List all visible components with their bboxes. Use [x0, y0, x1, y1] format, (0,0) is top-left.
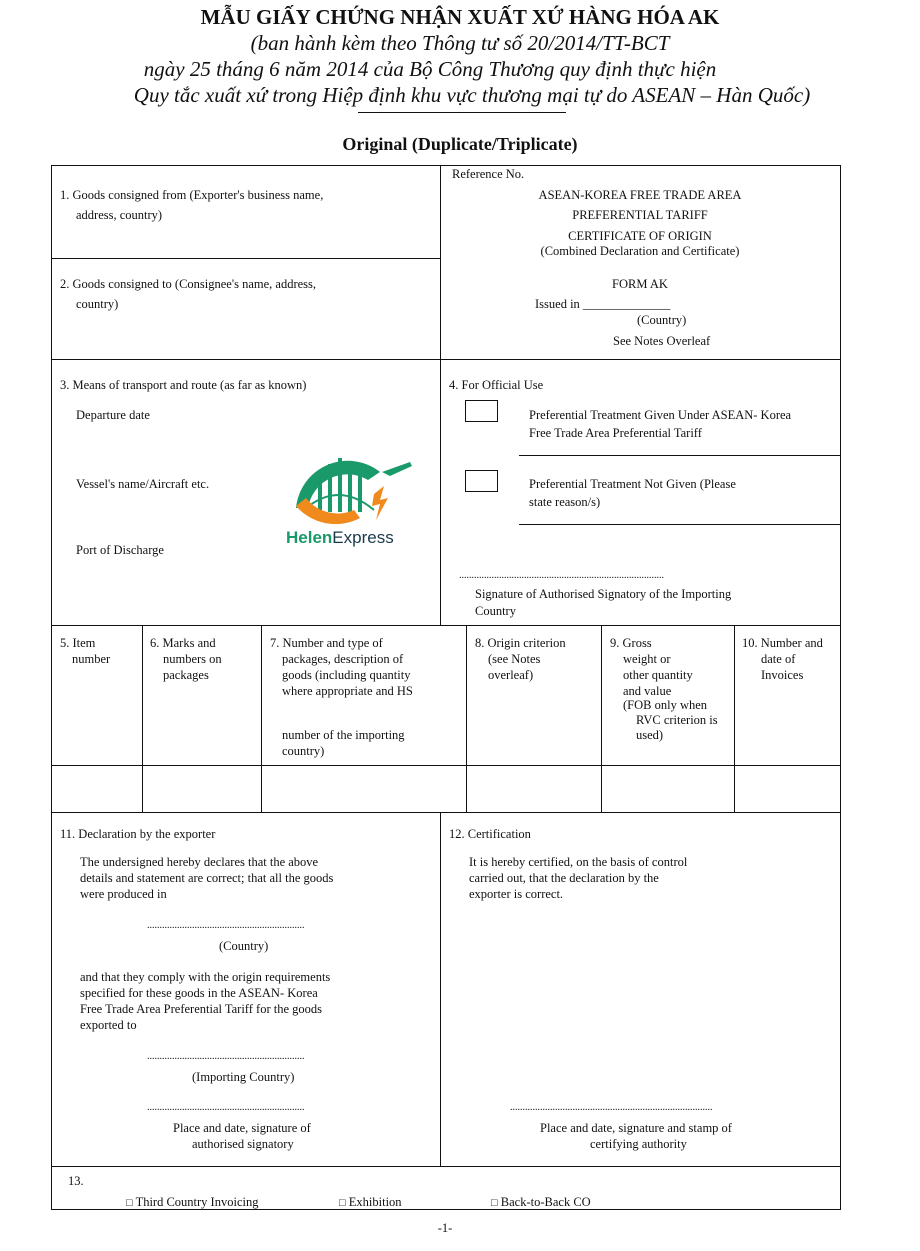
treatment-not-given-line-2: state reason/s): [529, 495, 601, 509]
certification-line-2: carried out, that the declaration by the: [469, 871, 659, 885]
col-divider-9-10: [734, 625, 735, 812]
col8-header-3: overleaf): [488, 668, 534, 682]
importing-signature-caption-1: Signature of Authorised Signatory of the Importing: [475, 587, 732, 601]
divider-row1: [51, 359, 841, 360]
ref-line-2: PREFERENTIAL TARIFF: [572, 208, 708, 222]
box1-label: 1. Goods consigned from (Exporter's business name,: [60, 188, 324, 202]
checkbox-square-icon: □: [491, 1197, 498, 1209]
treatment-not-given-line-1: Preferential Treatment Not Given (Please: [529, 477, 736, 491]
page-number: -1-: [437, 1221, 453, 1235]
authority-signature-caption-2: certifying authority: [590, 1137, 687, 1151]
treatment-given-line-2: Free Trade Area Preferential Tariff: [529, 426, 702, 440]
exporter-signature-caption-2: authorised signatory: [192, 1137, 294, 1151]
authority-signature-caption-1: Place and date, signature and stamp of: [540, 1121, 732, 1135]
col7-header-6: number of the importing: [282, 728, 405, 742]
col-divider-5-6: [142, 625, 143, 812]
declaration-p2-line-3: Free Trade Area Preferential Tariff for the goods: [80, 1002, 322, 1016]
divider-columns-header: [51, 765, 841, 766]
box13-label: 13.: [68, 1174, 84, 1188]
col5-header-2: number: [72, 652, 111, 666]
declaration-p2-line-2: specified for these goods in the ASEAN- Korea: [80, 986, 318, 1000]
box4-label: 4. For Official Use: [449, 378, 544, 392]
helen-express-logo-mark: [290, 450, 415, 525]
vessel-name-label: Vessel's name/Aircraft etc.: [76, 477, 210, 491]
box2-label: 2. Goods consigned to (Consignee's name, address,: [60, 277, 317, 291]
importing-signature-caption-2: Country: [475, 604, 516, 618]
exporter-signature-caption-1: Place and date, signature of: [173, 1121, 311, 1135]
checkbox-square-icon: □: [126, 1197, 133, 1209]
ref-line-3: CERTIFICATE OF ORIGIN: [568, 229, 712, 243]
treatment-given-divider: [519, 455, 840, 456]
declaration-p1-line-3: were produced in: [80, 887, 167, 901]
col6-header-2: numbers on: [163, 652, 222, 666]
subtitle-line-2: ngày 25 tháng 6 năm 2014 của Bộ Công Thương quy định thực hiện: [143, 57, 717, 81]
port-of-discharge-label: Port of Discharge: [76, 543, 164, 557]
issued-in-field: Issued in ______________: [535, 297, 671, 311]
copy-label: Original (Duplicate/Triplicate): [342, 134, 578, 154]
col-divider-7-8: [466, 625, 467, 812]
checkbox-square-icon: □: [339, 1197, 346, 1209]
certification-line-1: It is hereby certified, on the basis of control: [469, 855, 688, 869]
col-divider-8-9: [601, 625, 602, 812]
col9-header-4: and value: [623, 684, 672, 698]
helen-express-logo-text: HelenExpress: [286, 528, 394, 547]
treatment-not-given-checkbox[interactable]: [465, 470, 498, 492]
box2-label-cont: country): [76, 297, 119, 311]
col5-header-1: 5. Item: [60, 636, 96, 650]
divider-row4: [51, 1166, 841, 1167]
treatment-not-given-divider: [519, 524, 840, 525]
issued-country-caption: (Country): [637, 313, 687, 327]
divider-bottom-vertical: [440, 812, 441, 1166]
declaration-p2-line-1: and that they comply with the origin requirements: [80, 970, 331, 984]
box1-label-cont: address, country): [76, 208, 163, 222]
col-divider-6-7: [261, 625, 262, 812]
col7-header-2: packages, description of: [282, 652, 404, 666]
col9-header-5: (FOB only when: [623, 698, 708, 712]
reference-no-label: Reference No.: [452, 167, 525, 181]
col7-header-4: where appropriate and HS: [282, 684, 413, 698]
box12-label: 12. Certification: [449, 827, 531, 841]
declaration-p1-line-1: The undersigned hereby declares that the above: [80, 855, 319, 869]
col7-header-1: 7. Number and type of: [270, 636, 383, 650]
divider-row2: [51, 625, 841, 626]
col9-header-3: other quantity: [623, 668, 693, 682]
subtitle-line-1: (ban hành kèm theo Thông tư số 20/2014/TT-BCT: [250, 31, 670, 55]
document-title: MẪU GIẤY CHỨNG NHẬN XUẤT XỨ HÀNG HÓA AK: [200, 5, 720, 29]
subtitle-line-3: Quy tắc xuất xứ trong Hiệp định khu vực thương mại tự do ASEAN – Hàn Quốc): [133, 83, 811, 107]
ref-line-1: ASEAN-KOREA FREE TRADE AREA: [538, 188, 742, 202]
declaration-p1-line-2: details and statement are correct; that all the goods: [80, 871, 334, 885]
divider-box1-box2: [51, 258, 441, 259]
col7-header-7: country): [282, 744, 325, 758]
col7-header-3: goods (including quantity: [282, 668, 411, 682]
option-back-to-back-co[interactable]: □ Back-to-Back CO: [491, 1195, 591, 1209]
exporter-signature-dots: ...............................................................: [147, 1102, 305, 1113]
col9-header-7: used): [636, 728, 664, 742]
certification-line-3: exporter is correct.: [469, 887, 564, 901]
form-ak-label: FORM AK: [612, 277, 668, 291]
treatment-given-line-1: Preferential Treatment Given Under ASEAN- Korea: [529, 408, 792, 422]
produced-country-caption: (Country): [219, 939, 269, 953]
importing-signature-dots: ..................................................................................: [459, 570, 664, 581]
departure-date-label: Departure date: [76, 408, 150, 422]
col9-header-1: 9. Gross: [610, 636, 652, 650]
col10-header-3: Invoices: [761, 668, 804, 682]
box11-label: 11. Declaration by the exporter: [60, 827, 216, 841]
col10-header-1: 10. Number and: [742, 636, 823, 650]
col10-header-2: date of: [761, 652, 796, 666]
importing-country-caption: (Importing Country): [192, 1070, 295, 1084]
col8-header-1: 8. Origin criterion: [475, 636, 566, 650]
authority-signature-dots: .................................................................................: [510, 1102, 713, 1113]
ref-line-4: (Combined Declaration and Certificate): [540, 244, 740, 258]
importing-country-dots: ...............................................................: [147, 1051, 305, 1062]
see-notes-overleaf: See Notes Overleaf: [613, 334, 711, 348]
col6-header-1: 6. Marks and: [150, 636, 216, 650]
divider-row3: [51, 812, 841, 813]
produced-country-dots: ...............................................................: [147, 920, 305, 931]
title-underline: [358, 112, 566, 113]
option-third-country-invoicing[interactable]: □ Third Country Invoicing: [126, 1195, 259, 1209]
option-exhibition[interactable]: □ Exhibition: [339, 1195, 402, 1209]
col6-header-3: packages: [163, 668, 209, 682]
col9-header-6: RVC criterion is: [636, 713, 718, 727]
box3-label: 3. Means of transport and route (as far as known): [60, 378, 307, 392]
declaration-p2-line-4: exported to: [80, 1018, 137, 1032]
treatment-given-checkbox[interactable]: [465, 400, 498, 422]
col8-header-2: (see Notes: [488, 652, 541, 666]
col9-header-2: weight or: [623, 652, 671, 666]
